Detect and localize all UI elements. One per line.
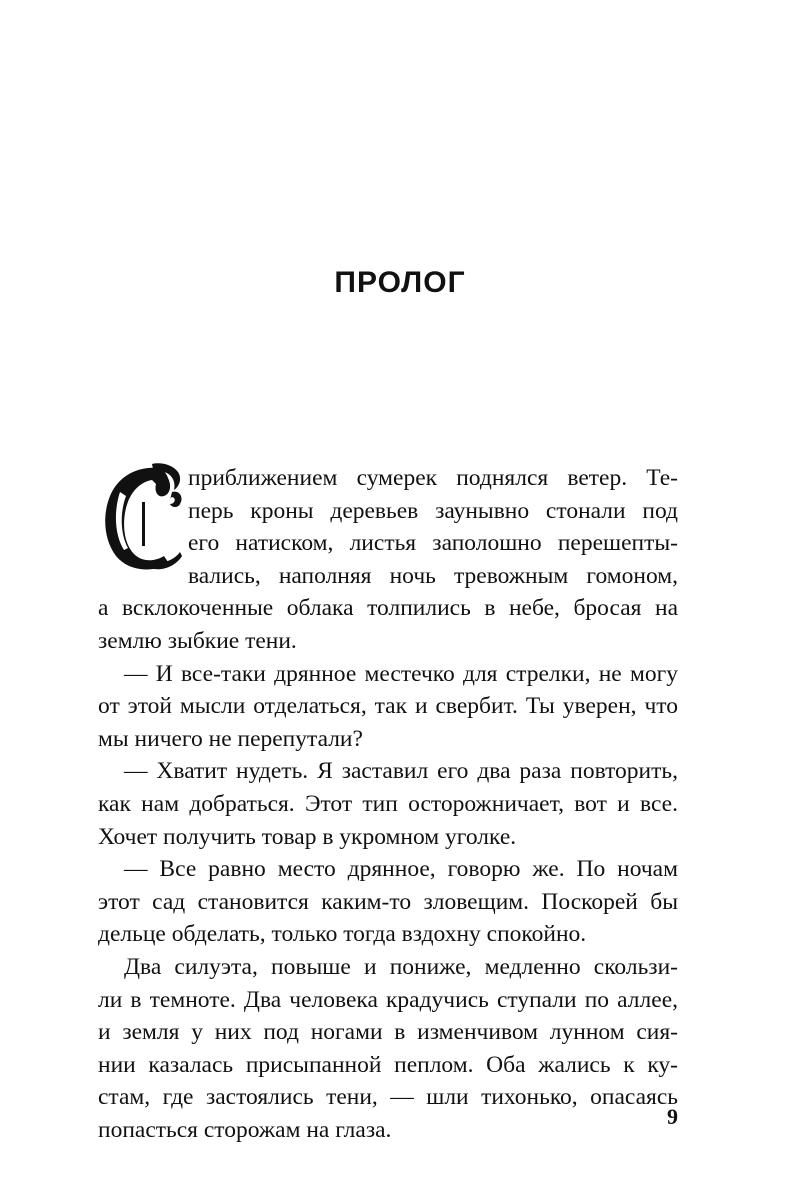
text-line: а всклокоченные облака толпились в небе, бросая на bbox=[98, 595, 678, 622]
text-line: как нам добраться. Этот тип осторожничает, вот и все. bbox=[98, 790, 678, 817]
text-line: землю зыбкие тени. bbox=[98, 627, 297, 654]
text-line: приближением сумерек поднялся ветер. Те- bbox=[188, 465, 678, 491]
text-line: Хочет получить товар в укромном уголке. bbox=[98, 823, 517, 850]
text-line: нии казалась присыпанной пеплом. Оба жались к ку- bbox=[98, 1051, 678, 1078]
text-line: стам, где застоялись тени, — шли тихонько, опасаясь bbox=[98, 1084, 678, 1111]
text-line: попасться сторожам на глаза. bbox=[98, 1116, 392, 1143]
text-line: — Хватит нудеть. Я заставил его два раза повторить, bbox=[124, 758, 678, 785]
text-line: — И все-таки дрянное местечко для стрелки, не могу bbox=[124, 660, 678, 687]
text-line: мы ничего не перепутали? bbox=[98, 725, 363, 752]
page-number: 9 bbox=[667, 1104, 678, 1129]
text-line: перь кроны деревьев заунывно стонали под bbox=[188, 497, 678, 524]
text-line: — Все равно место дрянное, говорю же. По ночам bbox=[124, 856, 678, 883]
text-line: дельце обделать, только тогда вздохну спокойно. bbox=[98, 921, 587, 948]
chapter-title: ПРОЛОГ bbox=[334, 266, 466, 299]
text-line: от этой мысли отделаться, так и свербит. Ты уверен, что bbox=[98, 693, 678, 720]
text-line: ли в темноте. Два человека крадучись ступали по аллее, bbox=[98, 986, 678, 1013]
text-line: вались, наполняя ночь тревожным гомоном, bbox=[188, 562, 678, 589]
text-line: Два силуэта, повыше и пониже, медленно скользи- bbox=[124, 953, 678, 980]
text-line: этот сад становится каким-то зловещим. Поскорей бы bbox=[98, 888, 678, 915]
text-line: и земля у них под ногами в изменчивом лунном сия- bbox=[98, 1019, 678, 1046]
text-line: его натиском, листья заполошно перешепты- bbox=[188, 530, 678, 557]
body-text bbox=[98, 462, 678, 1146]
